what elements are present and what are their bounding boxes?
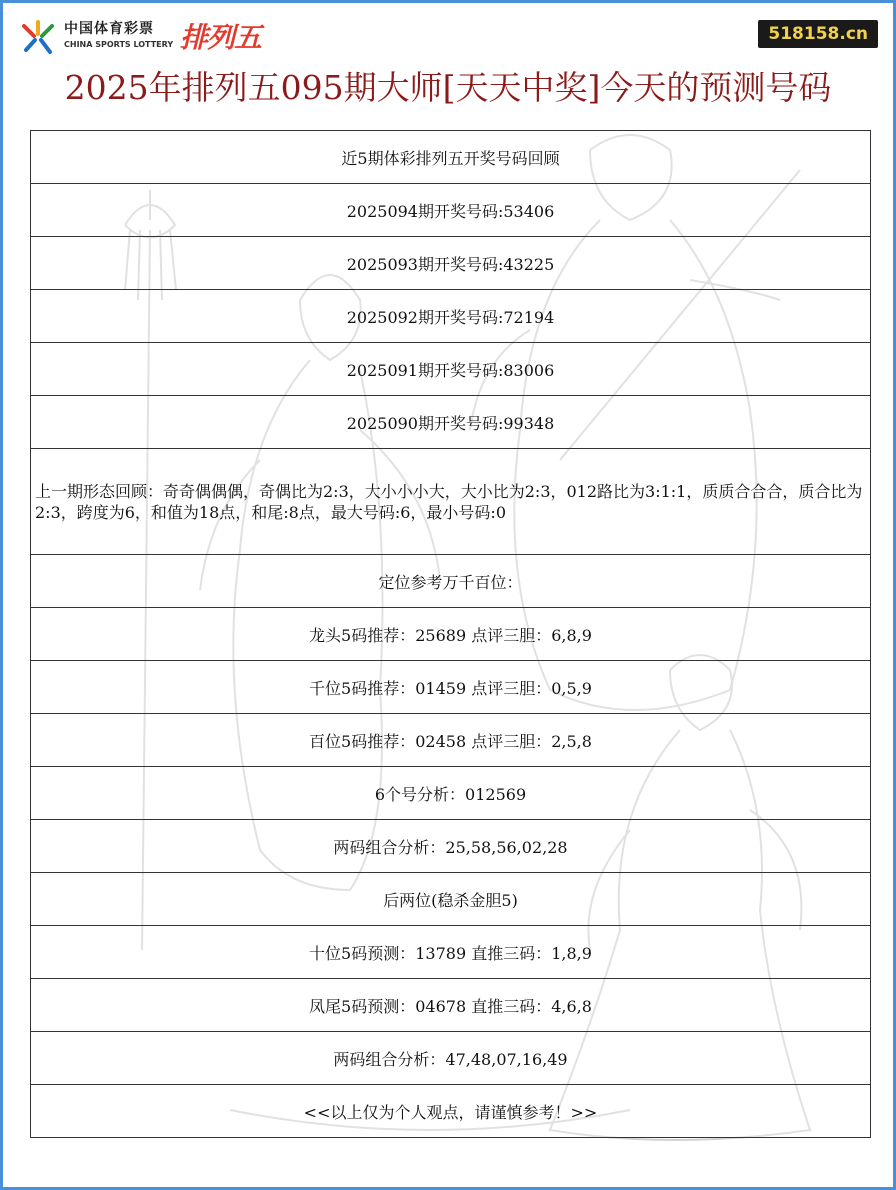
lottery-logo-icon xyxy=(18,18,58,58)
analysis-cell: 6个号分析：012569 xyxy=(31,767,871,820)
game-name-logo: 排列五 xyxy=(180,21,262,54)
table-row xyxy=(31,767,871,820)
draw-result-cell: 2025091期开奖号码:83006 xyxy=(31,343,871,396)
table-row xyxy=(31,820,871,873)
draw-result-cell: 2025090期开奖号码:99348 xyxy=(31,396,871,449)
table-row xyxy=(31,661,871,714)
table-row xyxy=(31,555,871,608)
section-heading-position: 定位参考万千百位： xyxy=(31,555,871,608)
table-row xyxy=(31,714,871,767)
logo-english-text: CHINA SPORTS LOTTERY xyxy=(64,40,174,49)
prediction-cell: 十位5码预测：13789 直推三码：1,8,9 xyxy=(31,926,871,979)
disclaimer-cell: <<以上仅为个人观点，请谨慎参考！>> xyxy=(31,1085,871,1138)
draw-result-cell: 2025092期开奖号码:72194 xyxy=(31,290,871,343)
section-heading-last-two: 后两位(稳杀金胆5) xyxy=(31,873,871,926)
table-row xyxy=(31,237,871,290)
table-row xyxy=(31,608,871,661)
table-row xyxy=(31,396,871,449)
header xyxy=(18,14,878,60)
recommendation-cell: 千位5码推荐：01459 点评三胆：0,5,9 xyxy=(31,661,871,714)
section-heading-recent-draws: 近5期体彩排列五开奖号码回顾 xyxy=(31,131,871,184)
table-row xyxy=(31,1032,871,1085)
analysis-cell: 两码组合分析：25,58,56,02,28 xyxy=(31,820,871,873)
previous-pattern-review: 上一期形态回顾：奇奇偶偶偶，奇偶比为2:3，大小小小大，大小比为2:3，012路比为3:1:1，质质合合合，质合比为2:3，跨度为6，和值为18点，和尾:8点，最大号码:6，最小号码:0 xyxy=(31,449,871,555)
table-row xyxy=(31,343,871,396)
site-badge[interactable]: 518158.cn xyxy=(758,20,878,48)
prediction-cell: 凤尾5码预测：04678 直推三码：4,6,8 xyxy=(31,979,871,1032)
table-row xyxy=(31,290,871,343)
prediction-table xyxy=(30,130,871,1138)
table-row xyxy=(31,131,871,184)
logo-chinese-text: 中国体育彩票 xyxy=(64,21,154,37)
draw-result-cell: 2025094期开奖号码:53406 xyxy=(31,184,871,237)
draw-result-cell: 2025093期开奖号码:43225 xyxy=(31,237,871,290)
table-row xyxy=(31,926,871,979)
table-row xyxy=(31,979,871,1032)
table-row xyxy=(31,184,871,237)
table-row xyxy=(31,1085,871,1138)
analysis-cell: 两码组合分析：47,48,07,16,49 xyxy=(31,1032,871,1085)
page-title: 2025年排列五095期大师[天天中奖]今天的预测号码 xyxy=(64,68,832,107)
recommendation-cell: 龙头5码推荐：25689 点评三胆：6,8,9 xyxy=(31,608,871,661)
table-row xyxy=(31,873,871,926)
recommendation-cell: 百位5码推荐：02458 点评三胆：2,5,8 xyxy=(31,714,871,767)
table-row xyxy=(31,449,871,555)
